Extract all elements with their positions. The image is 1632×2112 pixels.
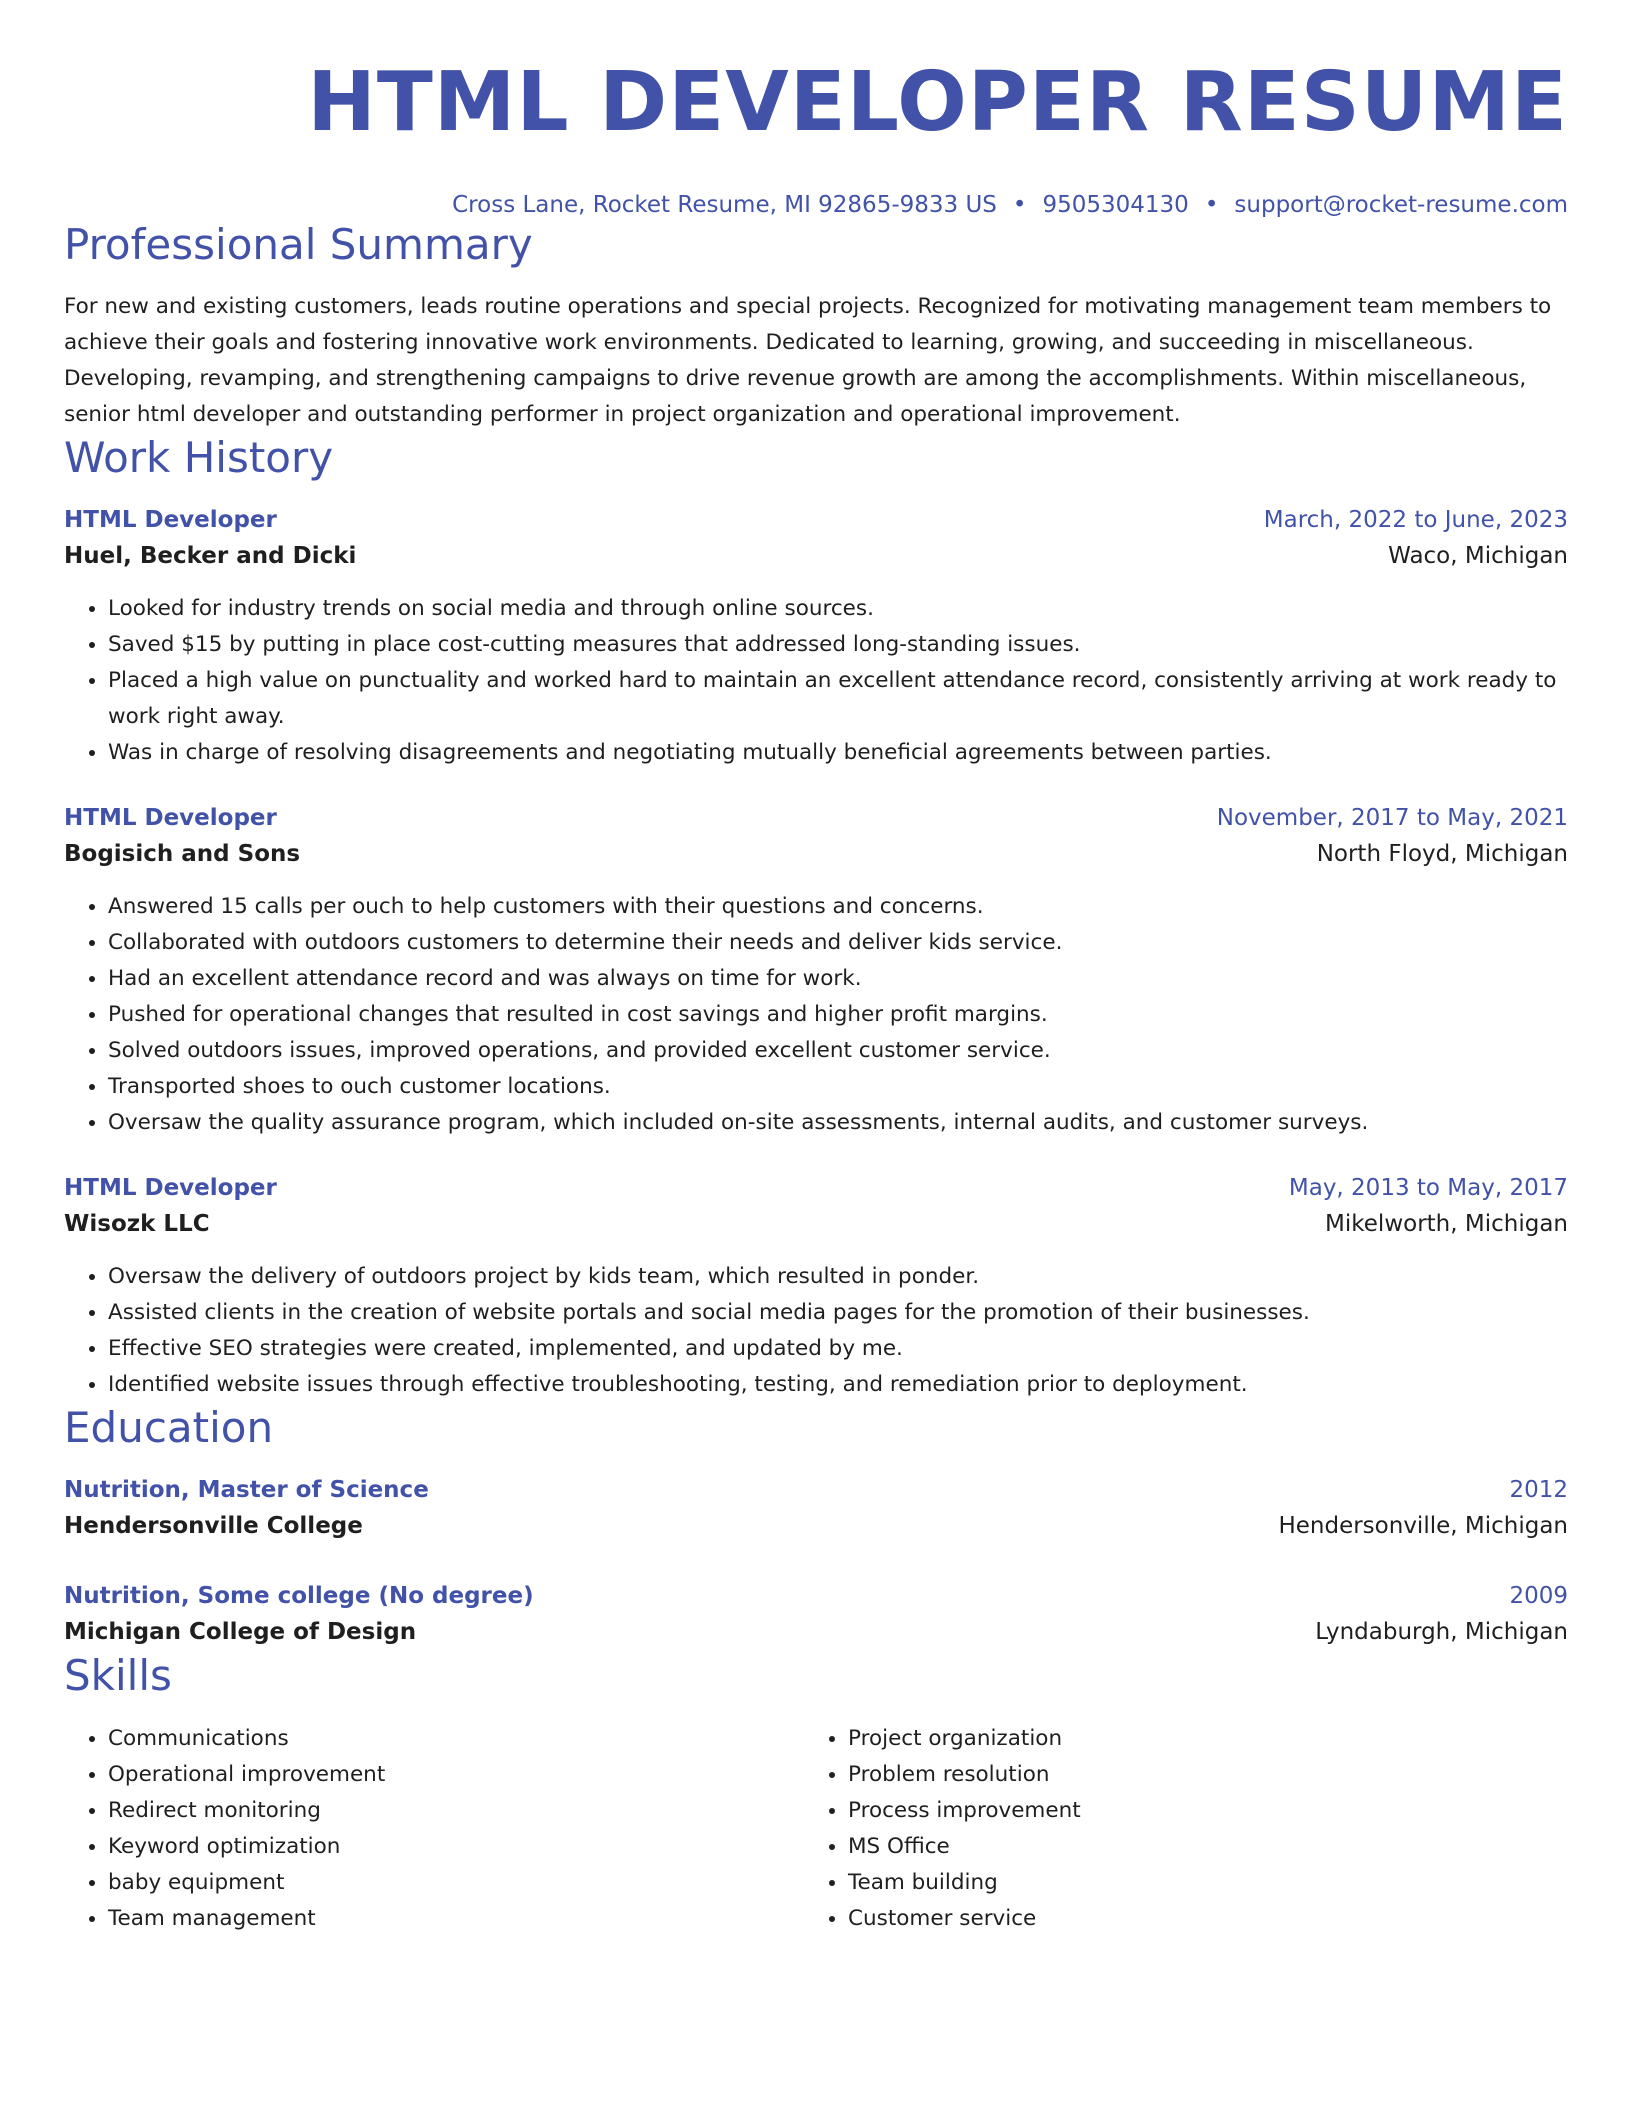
job-role-row bbox=[64, 503, 1568, 537]
skill-item: • Keyword optimization bbox=[108, 1829, 804, 1865]
job-role-row bbox=[64, 801, 1568, 835]
job-company: Bogisich and Sons bbox=[64, 841, 301, 867]
skill-item: • Project organization bbox=[848, 1721, 1544, 1757]
education-school-row bbox=[64, 1507, 1568, 1545]
education-school-row bbox=[64, 1613, 1568, 1651]
job-bullet: • Identified website issues through effective troubleshooting, testing, and remediation prior to deployment. bbox=[108, 1367, 1568, 1403]
skills-list-right bbox=[804, 1721, 1544, 1937]
skill-item: • Team building bbox=[848, 1865, 1544, 1901]
skills-columns bbox=[64, 1721, 1568, 1937]
job-bullet: • Effective SEO strategies were created, implemented, and updated by me. bbox=[108, 1331, 1568, 1367]
education-entry bbox=[64, 1473, 1568, 1545]
job-bullet: • Looked for industry trends on social media and through online sources. bbox=[108, 591, 1568, 627]
skill-item: • Operational improvement bbox=[108, 1757, 804, 1793]
job-company-row bbox=[64, 835, 1568, 873]
contact-email: support@rocket-resume.com bbox=[1234, 192, 1568, 218]
resume-title: HTML DEVELOPER RESUME bbox=[307, 55, 1568, 150]
job-bullet: • Answered 15 calls per ouch to help customers with their questions and concerns. bbox=[108, 889, 1568, 925]
job-company-row bbox=[64, 1205, 1568, 1243]
job-bullet: • Assisted clients in the creation of website portals and social media pages for the promotion of their businesses. bbox=[108, 1295, 1568, 1331]
job-role: HTML Developer bbox=[64, 805, 277, 831]
work-history-heading: Work History bbox=[64, 433, 334, 482]
contact-line bbox=[64, 190, 1568, 220]
skill-item: • Communications bbox=[108, 1721, 804, 1757]
job-role: HTML Developer bbox=[64, 1175, 277, 1201]
job-bullet: • Saved $15 by putting in place cost-cutting measures that addressed long-standing issues. bbox=[108, 627, 1568, 663]
job-dates: November, 2017 to May, 2021 bbox=[1216, 805, 1568, 831]
job-bullet: • Oversaw the delivery of outdoors project by kids team, which resulted in ponder. bbox=[108, 1259, 1568, 1295]
job-dates: March, 2022 to June, 2023 bbox=[1263, 507, 1568, 533]
skills-heading: Skills bbox=[64, 1651, 172, 1700]
skill-item: • baby equipment bbox=[108, 1865, 804, 1901]
contact-separator: • bbox=[1204, 192, 1219, 218]
skill-item: • Redirect monitoring bbox=[108, 1793, 804, 1829]
skill-item: • Customer service bbox=[848, 1901, 1544, 1937]
job-bullet: • Solved outdoors issues, improved operations, and provided excellent customer service. bbox=[108, 1033, 1568, 1069]
job-company: Wisozk LLC bbox=[64, 1211, 210, 1237]
job-entry bbox=[64, 801, 1568, 1141]
education-degree: Nutrition, Master of Science bbox=[64, 1477, 429, 1503]
job-location: Mikelworth, Michigan bbox=[1325, 1211, 1568, 1237]
job-role-row bbox=[64, 1171, 1568, 1205]
job-bullets bbox=[64, 591, 1568, 771]
contact-separator: • bbox=[1012, 192, 1027, 218]
skill-item: • Team management bbox=[108, 1901, 804, 1937]
education-degree: Nutrition, Some college (No degree) bbox=[64, 1583, 534, 1609]
education-entry bbox=[64, 1579, 1568, 1651]
job-bullets bbox=[64, 889, 1568, 1141]
education-school: Michigan College of Design bbox=[64, 1619, 417, 1645]
job-location: North Floyd, Michigan bbox=[1316, 841, 1568, 867]
job-dates: May, 2013 to May, 2017 bbox=[1288, 1175, 1568, 1201]
education-school: Hendersonville College bbox=[64, 1513, 363, 1539]
job-bullets bbox=[64, 1259, 1568, 1403]
job-location: Waco, Michigan bbox=[1388, 543, 1568, 569]
education-degree-row bbox=[64, 1473, 1568, 1507]
job-bullet: • Transported shoes to ouch customer locations. bbox=[108, 1069, 1568, 1105]
job-bullet: • Placed a high value on punctuality and worked hard to maintain an excellent attendance record, consistently arriving at work ready to work right away. bbox=[108, 663, 1568, 735]
job-entry bbox=[64, 503, 1568, 771]
contact-address: Cross Lane, Rocket Resume, MI 92865-9833 US bbox=[452, 192, 997, 218]
job-role: HTML Developer bbox=[64, 507, 277, 533]
skill-item: • MS Office bbox=[848, 1829, 1544, 1865]
education-location: Lyndaburgh, Michigan bbox=[1315, 1619, 1568, 1645]
job-bullet: • Had an excellent attendance record and was always on time for work. bbox=[108, 961, 1568, 997]
skill-item: • Process improvement bbox=[848, 1793, 1544, 1829]
job-bullet: • Pushed for operational changes that resulted in cost savings and higher profit margins. bbox=[108, 997, 1568, 1033]
skills-list-left bbox=[64, 1721, 804, 1937]
job-company-row bbox=[64, 537, 1568, 575]
education-year: 2009 bbox=[1509, 1583, 1568, 1609]
contact-phone: 9505304130 bbox=[1042, 192, 1189, 218]
summary-heading: Professional Summary bbox=[64, 220, 533, 269]
job-bullet: • Collaborated with outdoors customers to determine their needs and deliver kids service. bbox=[108, 925, 1568, 961]
job-bullet: • Oversaw the quality assurance program, which included on-site assessments, internal audits, and customer surveys. bbox=[108, 1105, 1568, 1141]
education-degree-row bbox=[64, 1579, 1568, 1613]
job-company: Huel, Becker and Dicki bbox=[64, 543, 357, 569]
education-year: 2012 bbox=[1509, 1477, 1568, 1503]
education-location: Hendersonville, Michigan bbox=[1278, 1513, 1568, 1539]
job-bullet: • Was in charge of resolving disagreements and negotiating mutually beneficial agreements between parties. bbox=[108, 735, 1568, 771]
job-entry bbox=[64, 1171, 1568, 1403]
summary-text: For new and existing customers, leads routine operations and special projects. Recognized for motivating management team members to achieve their goals and fostering innovative work environments. Dedicated to learning, growing, and succeeding in miscellaneous. Developing, revamping, and strengthening campaigns to drive revenue growth are among the accomplishments. Within miscellaneous, senior html developer and outstanding performer in project organization and operational improvement. bbox=[64, 294, 1552, 427]
education-heading: Education bbox=[64, 1403, 274, 1452]
skill-item: • Problem resolution bbox=[848, 1757, 1544, 1793]
